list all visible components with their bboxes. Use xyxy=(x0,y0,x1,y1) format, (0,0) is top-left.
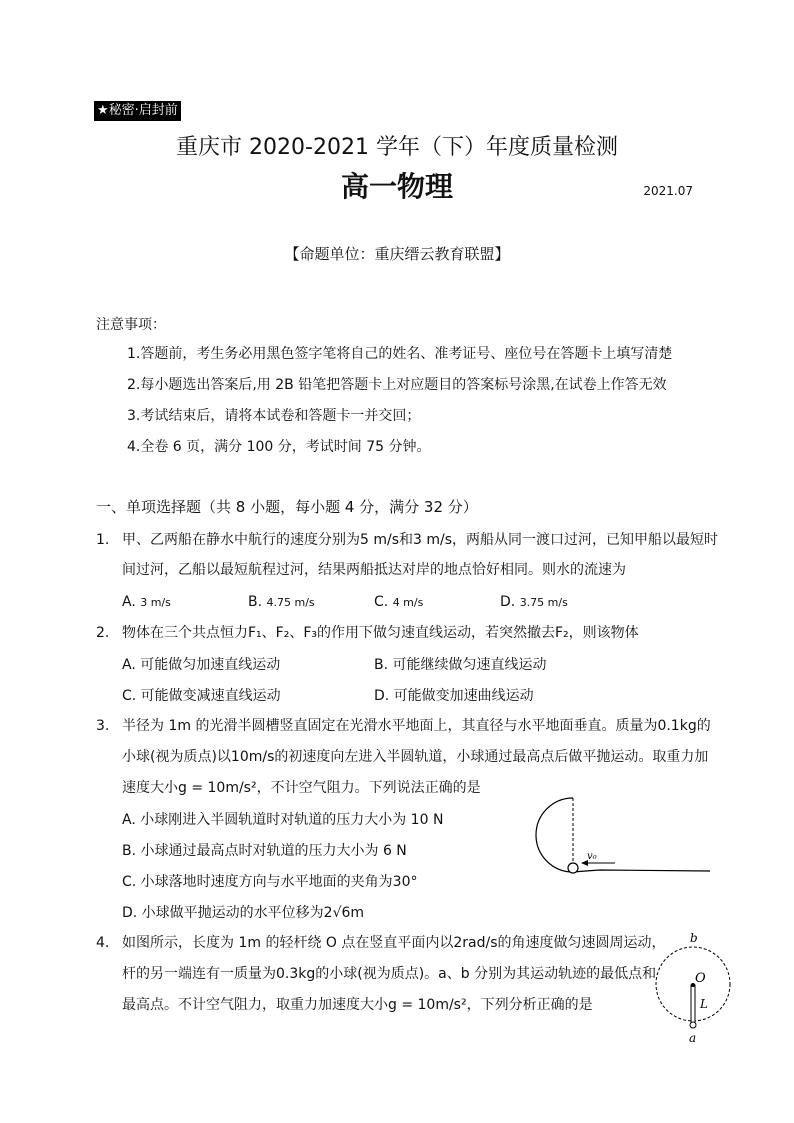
question-number: 3. xyxy=(96,718,110,734)
exam-title: 重庆市 2020-2021 学年（下）年度质量检测 xyxy=(176,135,618,160)
question-number: 2. xyxy=(96,625,110,641)
velocity-label: v₀ xyxy=(587,851,597,862)
question-text: 杆的另一端连有一质量为0.3kg的小球(视为质点)。a、b 分别为其运动轨迹的最低点和 xyxy=(122,966,657,982)
question-text: 间过河，乙船以最短航程过河，结果两船抵达对岸的地点恰好相同。则水的流速为 xyxy=(122,562,626,578)
option-a: A. 可能做匀加速直线运动 xyxy=(122,657,281,673)
option-value: 4.75 m/s xyxy=(266,596,315,609)
question-number: 1. xyxy=(96,532,110,548)
option-value: 3 m/s xyxy=(140,596,171,609)
section-heading: 一、单项选择题（共 8 小题，每小题 4 分，满分 32 分） xyxy=(96,498,478,516)
notice-item: 3.考试结束后，请将本试卷和答题卡一并交回； xyxy=(127,408,421,424)
point-b-label: b xyxy=(690,931,698,945)
option-d: D. 可能做变加速曲线运动 xyxy=(374,688,534,704)
option-c: C. 可能做变减速直线运动 xyxy=(122,688,281,704)
option-letter: D. xyxy=(500,594,516,610)
point-a-label: a xyxy=(689,1031,697,1045)
question-text: 如图所示，长度为 1m 的轻杆绕 O 点在竖直平面内以2rad/s的角速度做匀速圆周运动， xyxy=(122,935,666,951)
option-a xyxy=(122,594,171,610)
option-c xyxy=(374,594,423,610)
option-b: B. 小球通过最高点时对轨道的压力大小为 6 N xyxy=(122,843,407,859)
question-text: 甲、乙两船在静水中航行的速度分别为5 m/s和3 m/s，两船从同一渡口过河，已知甲船以最短时 xyxy=(122,532,719,548)
option-b xyxy=(248,594,315,610)
secret-badge: ★秘密·启封前 xyxy=(94,101,181,121)
question-text: 最高点。不计空气阻力，取重力加速度大小g = 10m/s²，下列分析正确的是 xyxy=(122,997,593,1013)
option-d xyxy=(500,594,568,610)
notice-item: 1.答题前，考生务必用黑色签字笔将自己的姓名、准考证号、座位号在答题卡上填写清楚 xyxy=(127,346,673,362)
option-value: 3.75 m/s xyxy=(519,596,568,609)
rod-length-label: L xyxy=(700,997,708,1011)
question-text: 物体在三个共点恒力F₁、F₂、F₃的作用下做匀速直线运动，若突然撤去F₂，则该物体 xyxy=(122,625,639,641)
semicircle-track-figure xyxy=(525,795,715,880)
question-text: 半径为 1m 的光滑半圆槽竖直固定在光滑水平地面上，其直径与水平地面垂直。质量为0.1kg的 xyxy=(122,718,711,734)
option-c: C. 小球落地时速度方向与水平地面的夹角为30° xyxy=(122,874,418,890)
option-value: 4 m/s xyxy=(392,596,424,609)
option-b: B. 可能继续做匀速直线运动 xyxy=(374,657,547,673)
option-a: A. 小球刚进入半圆轨道时对轨道的压力大小为 10 N xyxy=(122,812,444,828)
option-d: D. 小球做平抛运动的水平位移为2√6m xyxy=(122,905,365,921)
notice-heading: 注意事项： xyxy=(96,317,166,333)
point-o-label: O xyxy=(695,971,706,986)
notice-item: 2.每小题选出答案后,用 2B 铅笔把答题卡上对应题目的答案标号涂黑,在试卷上作答无效 xyxy=(127,377,667,393)
option-letter: A. xyxy=(122,594,136,610)
rotating-rod-figure xyxy=(648,928,738,1046)
option-letter: C. xyxy=(374,594,389,610)
question-text: 小球(视为质点)以10m/s的初速度向左进入半圆轨道，小球通过最高点后做平抛运动。取重力加 xyxy=(122,749,709,765)
option-letter: B. xyxy=(248,594,263,610)
subject-title: 高一物理 xyxy=(340,170,453,203)
question-text: 速度大小g = 10m/s²，不计空气阻力。下列说法正确的是 xyxy=(122,780,481,796)
question-number: 4. xyxy=(96,935,110,951)
issuing-unit: 【命题单位：重庆缙云教育联盟】 xyxy=(284,245,510,263)
notice-item: 4.全卷 6 页，满分 100 分，考试时间 75 分钟。 xyxy=(127,439,431,455)
exam-date: 2021.07 xyxy=(643,184,693,198)
